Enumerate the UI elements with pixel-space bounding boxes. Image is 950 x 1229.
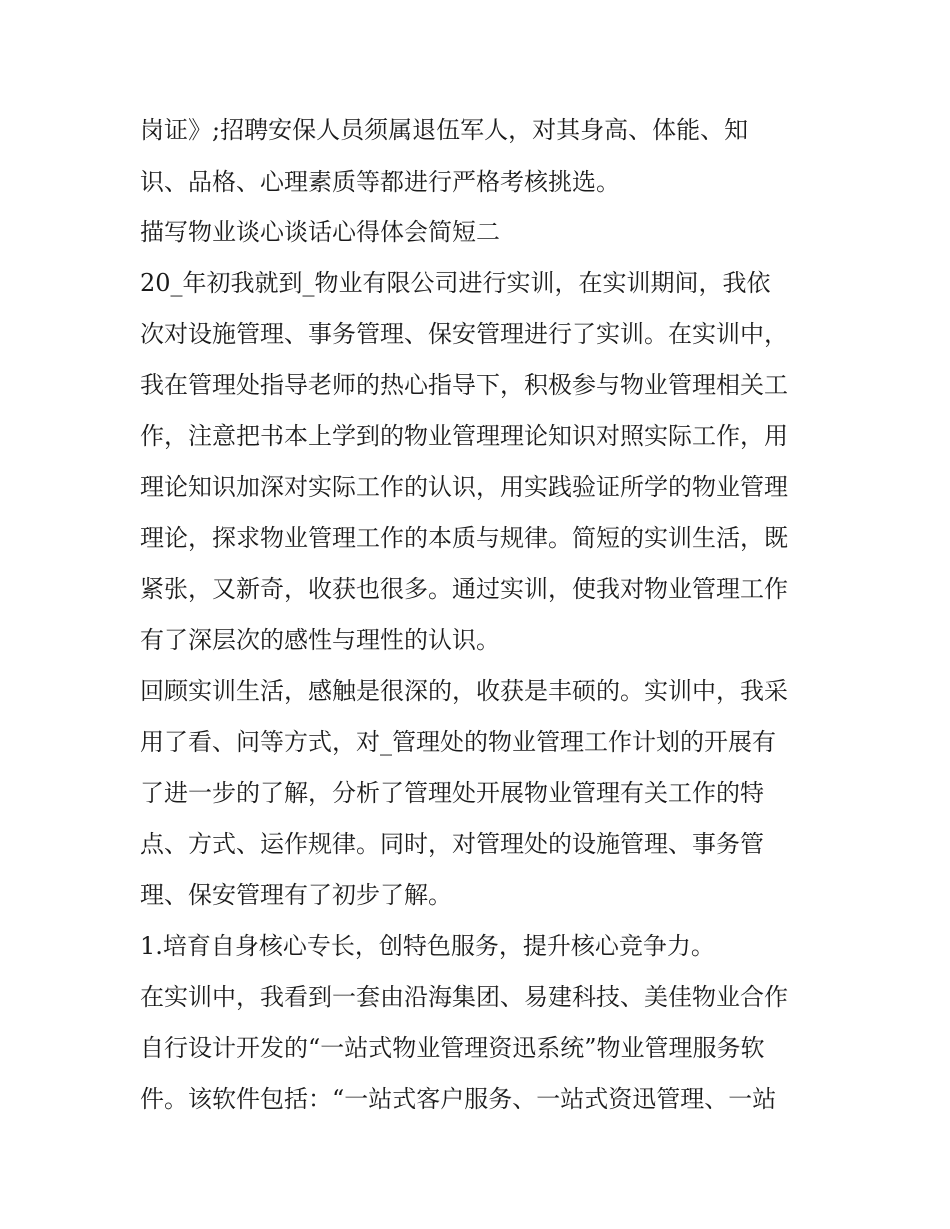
text-line: 理、保安管理有了初步了解。 [140,881,452,909]
text-line: 紧张，又新奇，收获也很多。通过实训，使我对物业管理工作 [140,575,788,603]
text-line: 点、方式、运作规律。同时，对管理处的设施管理、事务管 [140,830,764,858]
text-line: 识、品格、心理素质等都进行严格考核挑选。 [140,168,620,196]
text-line: 回顾实训生活，感触是很深的，收获是丰硕的。实训中，我采 [140,677,788,705]
text-line: 理论，探求物业管理工作的本质与规律。简短的实训生活，既 [140,524,788,552]
text-line: 用了看、问等方式，对_管理处的物业管理工作计划的开展有 [140,728,776,756]
text-line: 岗证》;招聘安保人员须属退伍军人，对其身高、体能、知 [140,116,749,144]
text-line: 了进一步的了解，分析了管理处开展物业管理有关工作的特 [140,779,764,807]
text-line: 作，注意把书本上学到的物业管理理论知识对照实际工作，用 [140,422,788,450]
section-heading: 描写物业谈心谈话心得体会简短二 [140,218,500,246]
text-line: 件。该软件包括：“一站式客户服务、一站式资迅管理、一站 [140,1085,777,1113]
text-line: 我在管理处指导老师的热心指导下，积极参与物业管理相关工 [140,371,788,399]
text-line: 在实训中，我看到一套由沿海集团、易建科技、美佳物业合作 [140,983,788,1011]
text-line: 20_年初我就到_物业有限公司进行实训，在实训期间，我依 [140,269,771,297]
text-line: 理论知识加深对实际工作的认识，用实践验证所学的物业管理 [140,473,788,501]
text-line: 次对设施管理、事务管理、保安管理进行了实训。在实训中， [140,320,788,348]
numbered-heading: 1.培育自身核心专长，创特色服务，提升核心竞争力。 [140,932,715,960]
text-line: 有了深层次的感性与理性的认识。 [140,626,500,654]
text-line: 自行设计开发的“一站式物业管理资迅系统”物业管理服务软 [140,1034,765,1062]
